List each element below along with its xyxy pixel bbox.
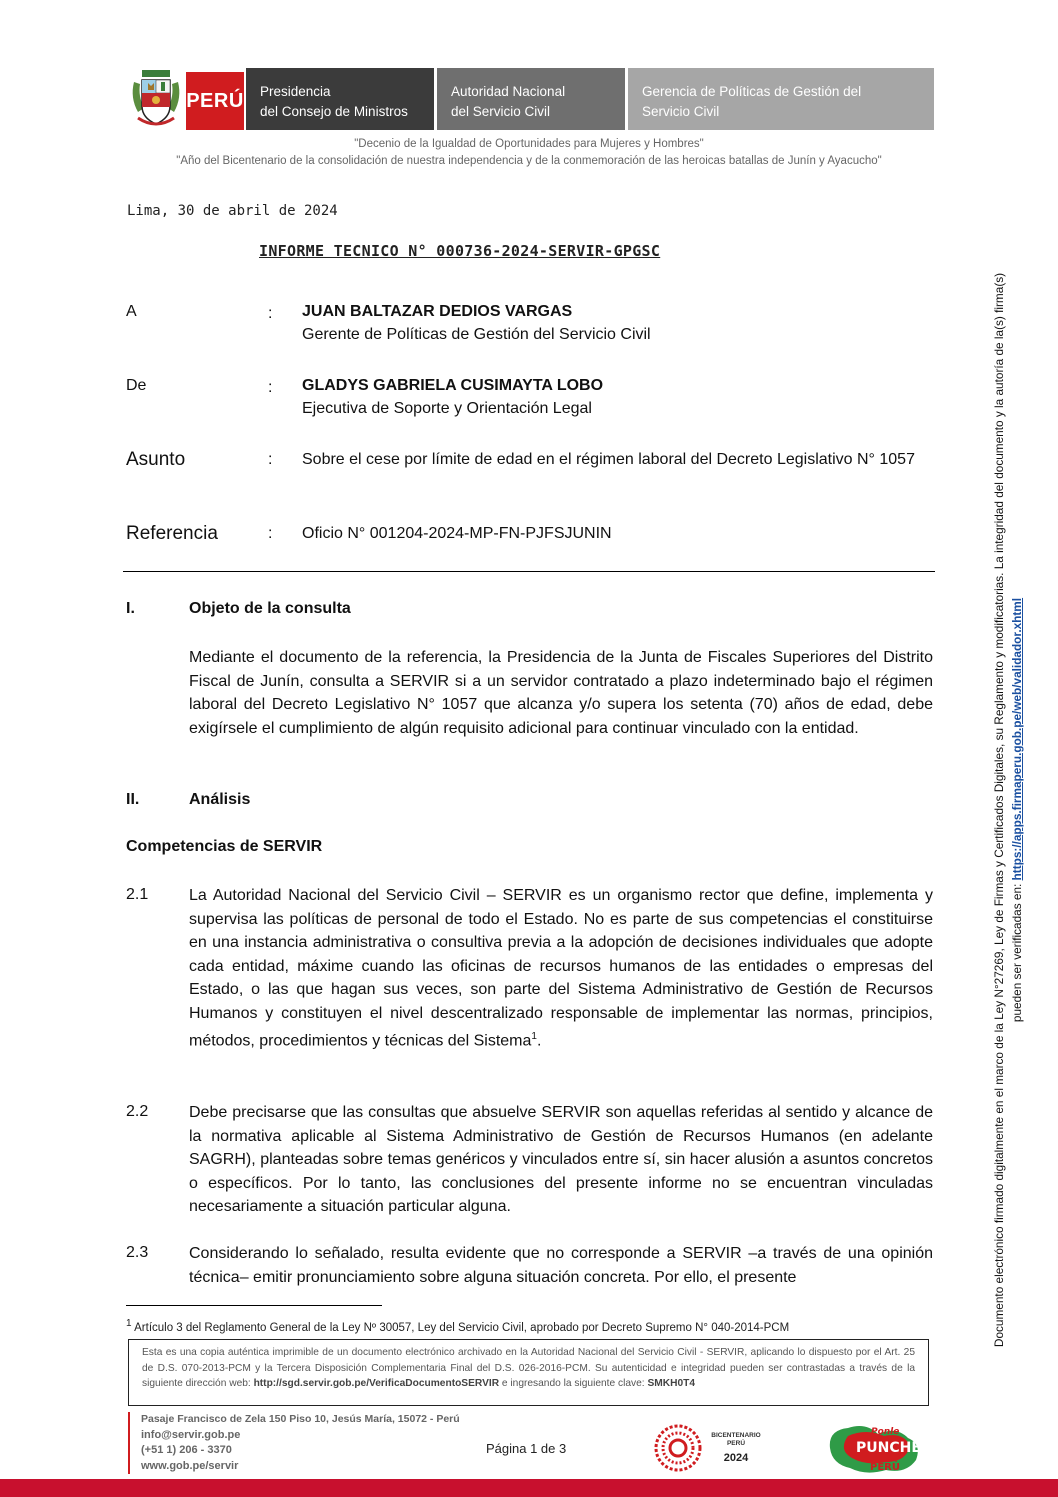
field-referencia-colon: : [268, 525, 273, 542]
header [128, 68, 934, 130]
paragraph-2-3: Considerando lo señalado, resulta evidente que no corresponde a SERVIR –a través de una opinión técnica– emitir pronunciamiento sobre alguna situación concreta. Por ello, el presente [189, 1245, 933, 1286]
page-number: Página 1 de 3 [486, 1441, 567, 1456]
section2-subtitle: Competencias de SERVIR [126, 838, 323, 855]
ponle-punche-peru-logo-icon [826, 1418, 924, 1476]
anio-text: "Año del Bicentenario de la consolidación de nuestra independencia y de la conmemoración de las heroicas batallas de Junín y Ayacucho" [176, 155, 882, 167]
field-asunto-label: Asunto [126, 449, 186, 470]
bicentenario-year: 2024 [723, 1452, 749, 1464]
verification-box [128, 1339, 929, 1406]
field-a-label: A [126, 303, 137, 320]
verification-url[interactable]: http://sgd.servir.gob.pe/VerificaDocumentoSERVIR [253, 1378, 500, 1389]
section1-paragraph: Mediante el documento de la referencia, la Presidencia de la Junta de Fiscales Superiores del Distrito Fiscal de Junín, consulta a SERVIR si a un servidor contratado a plazo indeterminado bajo el régimen laboral del Decreto Legislativo N° 1057 que alcanza y/o supera los setenta (70) años de edad, debe exigírsele el cumplimiento de algún requisito adicional para continuar vinculado con la entidad. [189, 649, 933, 737]
side-notice-line1: Documento electrónico firmado digitalmente en el marco de la Ley N°27269, Ley de Firmas y Certificados Digitales, su Reglamento y modificatorias. La integridad del documento y la autoría de la(s) firma(s) [992, 272, 1006, 1348]
decenio-text: "Decenio de la Igualdad de Oportunidades para Mujeres y Hombres" [354, 138, 704, 150]
coat-of-arms-icon [128, 68, 184, 130]
footer-email[interactable]: info@servir.gob.pe [141, 1428, 241, 1441]
document-date: Lima, 30 de abril de 2024 [127, 203, 338, 219]
footnote-text: Artículo 3 del Reglamento General de la Ley Nº 30057, Ley del Servicio Civil, aprobado por Decreto Supremo N° 040-2014-PCM [131, 1321, 790, 1334]
header-box-servir [437, 68, 625, 130]
paragraph-2-2: Debe precisarse que las consultas que absuelve SERVIR son aquellas referidas al sentido y alcance de la normativa aplicable al Sistema Administrativo de Gestión de Recursos Humanos (en adelante SAGRH), planteadas sobre temas genéricos y vinculados entre sí, sin hacer alusión a asuntos concretos o específicos. Por lo tanto, las conclusiones del presente informe no se encuentran vinculadas necesariamente a situación particular alguna. [189, 1104, 933, 1215]
field-asunto-colon: : [268, 451, 273, 468]
section1-number: I. [126, 600, 135, 617]
header-box-servir-line1: Autoridad Nacional [451, 84, 566, 99]
verification-text-2: e ingresando la siguiente clave: [499, 1378, 648, 1389]
field-a-colon: : [268, 305, 273, 322]
field-de-label: De [126, 377, 147, 394]
header-box-gerencia [628, 68, 934, 130]
paragraph-2-1-number: 2.1 [126, 886, 149, 903]
field-a-value [302, 300, 942, 346]
field-de-value [302, 374, 942, 420]
footer-phone: (+51 1) 206 - 3370 [141, 1444, 232, 1456]
punche-peru: PERÚ [870, 1462, 900, 1473]
section1-title: Objeto de la consulta [189, 600, 351, 617]
punche-ponle: Ponle [871, 1427, 900, 1437]
header-box-pcm-line2: del Consejo de Ministros [260, 104, 408, 119]
field-de-role: Ejecutiva de Soporte y Orientación Legal [302, 400, 592, 417]
side-notice-line2: pueden ser verificadas en: [1010, 880, 1024, 1023]
side-signature-notice [990, 212, 1030, 1408]
punche-word: PUNCHE [856, 1440, 921, 1456]
side-notice-line2-wrap [1008, 212, 1026, 1408]
field-de-colon: : [268, 379, 273, 396]
side-validator-link[interactable]: https://apps.firmaperu.gob.pe/web/validador.xhtml [1010, 597, 1024, 881]
header-box-pcm [246, 68, 434, 130]
verification-text-1: Esta es una copia auténtica imprimible de un documento electrónico archivado en la Autoridad Nacional del Servicio Civil - SERVIR, aplicando lo dispuesto por el Art. 25 de D.S. 070-2013-PCM y la Tercera Disposición Complementaria Final del D.S. 026-2016-PCM. Su autenticidad e integridad pueden ser contrastadas a través de la siguiente dirección web: [142, 1347, 915, 1389]
field-de-name: GLADYS GABRIELA CUSIMAYTA LOBO [302, 377, 604, 394]
footnote-divider [126, 1305, 382, 1306]
footer-red-bar [0, 1479, 1058, 1497]
footer-address: Pasaje Francisco de Zela 150 Piso 10, Jesús María, 15072 - Perú [141, 1413, 460, 1425]
field-referencia-value: Oficio N° 001204-2024-MP-FN-PJFSJUNIN [302, 525, 612, 542]
field-a-role: Gerente de Políticas de Gestión del Servicio Civil [302, 326, 651, 343]
footer-contact [128, 1412, 460, 1474]
field-asunto-value: Sobre el cese por límite de edad en el régimen laboral del Decreto Legislativo N° 1057 [302, 451, 915, 468]
document-title: INFORME TECNICO N° 000736-2024-SERVIR-GPGSC [259, 242, 661, 260]
bicentenario-label: BICENTENARIO PERÚ [711, 1432, 761, 1447]
paragraph-2-1 [189, 884, 933, 1053]
bicentenario-logo-icon [652, 1420, 770, 1476]
field-a-name: JUAN BALTAZAR DEDIOS VARGAS [302, 303, 573, 320]
footnote [126, 1318, 789, 1334]
field-referencia-label: Referencia [126, 523, 218, 544]
verification-key: SMKH0T4 [647, 1378, 696, 1389]
header-box-servir-line2: del Servicio Civil [451, 104, 551, 119]
peru-logo: PERÚ [186, 72, 244, 130]
divider [123, 571, 935, 572]
footer-web[interactable]: www.gob.pe/servir [141, 1459, 239, 1472]
paragraph-2-2-number: 2.2 [126, 1103, 149, 1120]
header-box-gerencia-line1: Gerencia de Políticas de Gestión del [642, 84, 862, 99]
header-box-gerencia-line2: Servicio Civil [642, 104, 720, 119]
side-notice-text [990, 212, 1026, 1408]
section2-number: II. [126, 791, 140, 808]
footnote-number: 1 [126, 1318, 132, 1329]
header-box-pcm-line1: Presidencia [260, 84, 331, 99]
footnote-ref: 1 [531, 1031, 537, 1042]
paragraph-2-3-number: 2.3 [126, 1244, 149, 1261]
paragraph-2-1-text: La Autoridad Nacional del Servicio Civil – SERVIR es un organismo rector que define, implementa y supervisa las políticas de personal de todo el Estado. No es parte de sus competencias el constituirse en una instancia administrativa o consultiva previa a la adopción de decisiones individuales que adopte cada entidad, máxime cuando las oficinas de recursos humanos de las entidades o empresas del Estado, o las que hagan sus veces, son parte del Sistema Administrativo de Gestión de Recursos Humanos y constituyen el nivel descentralizado responsable de implementar las normas, principios, métodos, procedimientos y técnicas del Sistema [189, 887, 933, 1050]
section2-title: Análisis [189, 791, 251, 808]
paragraph-2-1-end: . [536, 1032, 542, 1050]
